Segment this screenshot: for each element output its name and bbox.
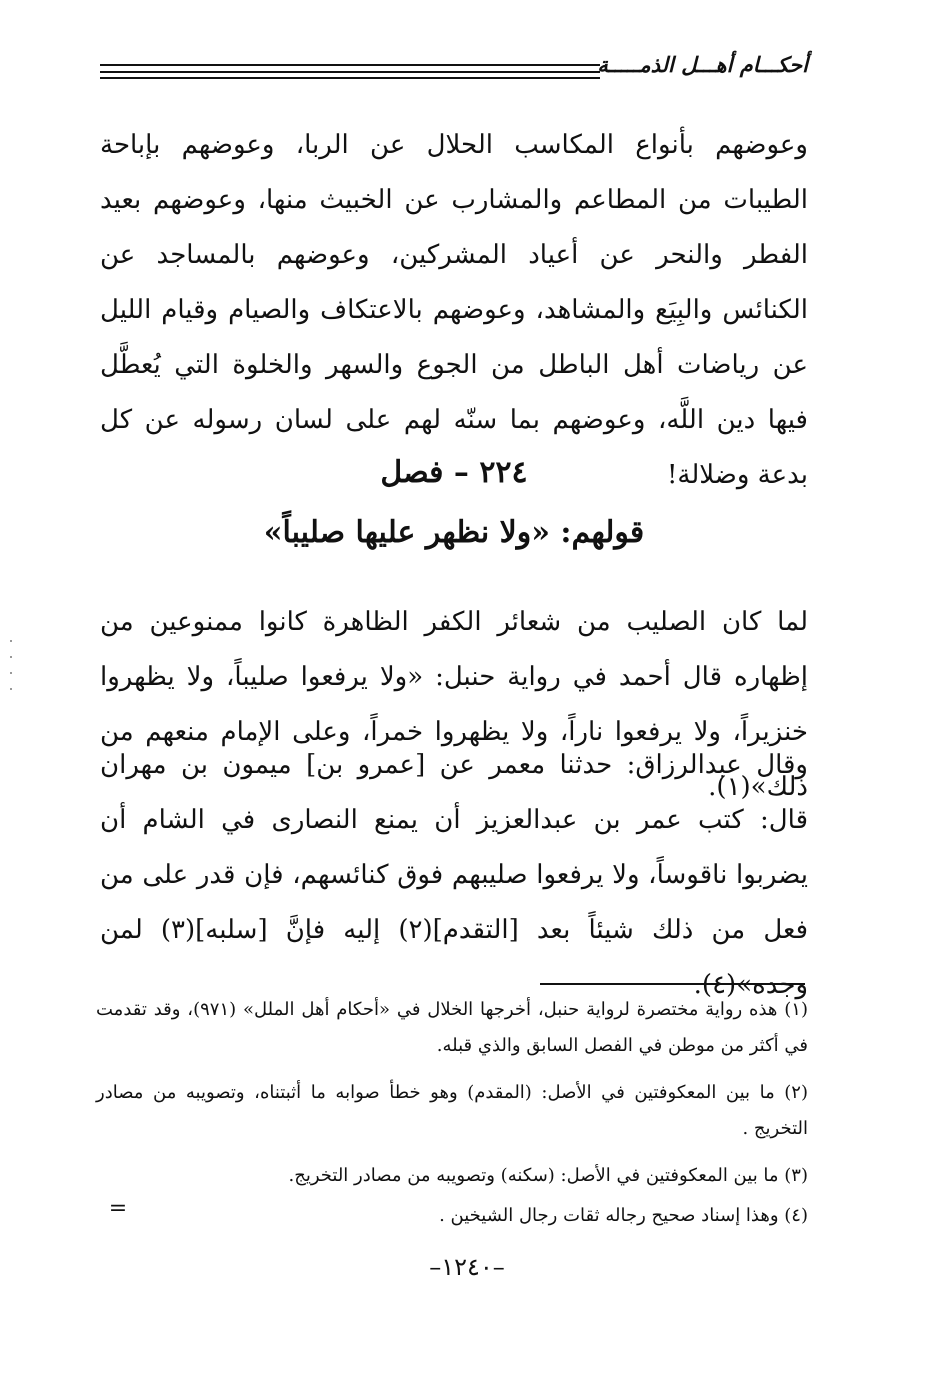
body-paragraph-3: وقال عبدالرزاق: حدثنا معمر عن [عمرو بن] ميمون بن مهران قال: كتب عمر بن عبدالعزيز أن يمنع النصارى في الشام أن يضربوا ناقوساً، ولا يرفعوا صليبهم فوق كنائسهم، فإن قدر على من فعل من ذلك شيئاً بعد [التقدم](٢) إليه فإنَّ [سلبه](٣) لمن وجده»(٤). <box>100 750 809 1000</box>
margin-scan-marks <box>8 640 12 700</box>
page-number: –١٢٤٠– <box>429 1253 505 1281</box>
footnote-2: (٢) ما بين المعكوفتين في الأصل: (المقدم) وهو خطأ صوابه ما أثبتناه، وتصويبه من مصادر التخريج . <box>96 1082 808 1139</box>
header-rule <box>100 64 600 66</box>
section-heading: قولهم: «ولا نظهر عليها صليباً» <box>263 515 645 550</box>
footnote-separator <box>540 983 805 985</box>
running-header-title: أحكـــام أهـــل الذمـــــة <box>597 52 808 77</box>
footnote-1: (١) هذه رواية مختصرة لرواية حنبل، أخرجها الخلال في «أحكام أهل الملل» (٩٧١)، وقد تقدمت في أكثر من موطن في الفصل السابق والذي قبله. <box>96 999 808 1056</box>
header-rule <box>100 77 600 79</box>
footnote-4: (٤) وهذا إسناد صحيح رجاله ثقات رجال الشيخين . <box>439 1205 808 1226</box>
footnote-3: (٣) ما بين المعكوفتين في الأصل: (سكنه) وتصويبه من مصادر التخريج. <box>288 1165 808 1186</box>
continuation-mark: = <box>108 1196 128 1221</box>
section-number: ٢٢٤ – فصل <box>380 455 528 490</box>
header-rule <box>100 71 600 73</box>
body-paragraph-2: لما كان الصليب من شعائر الكفر الظاهرة كانوا ممنوعين من إظهاره قال أحمد في رواية حنبل: «ولا يرفعوا صليباً، ولا يظهروا خنزيراً، ولا يرفعوا ناراً، ولا يظهروا خمراً، وعلى الإمام منعهم من ذلك»(١). <box>100 607 808 802</box>
body-paragraph-1: وعوضهم بأنواع المكاسب الحلال عن الربا، وعوضهم بإباحة الطيبات من المطاعم والمشارب عن الخبيث منها، وعوضهم بعيد الفطر والنحر عن أعياد المشركين، وعوضهم بالمساجد عن الكنائس والبِيَع والمشاهد، وعوضهم بالاعتكاف والصيام وقيام الليل عن رياضات أهل الباطل من الجوع والسهر والخلوة التي يُعطَّل فيها دين اللَّه، وعوضهم بما سنّه لهم على لسان رسوله عن كل بدعة وضلالة! <box>100 130 808 490</box>
